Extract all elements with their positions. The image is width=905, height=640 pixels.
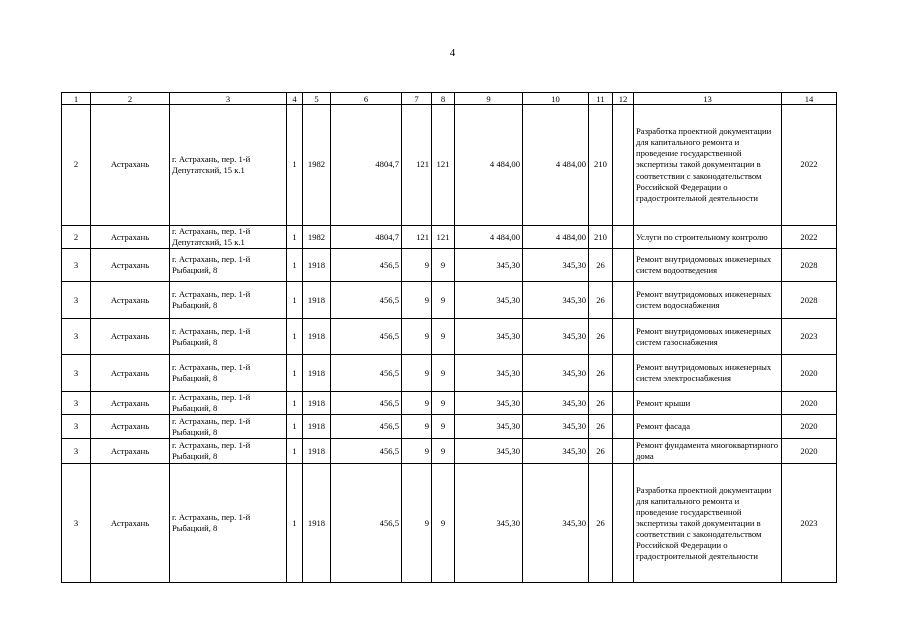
column-header: 5 — [303, 93, 331, 105]
city-cell: Астрахань — [91, 355, 170, 392]
col7-cell: 9 — [402, 249, 432, 282]
col7-cell: 9 — [402, 355, 432, 392]
cost-cell: 345,30 — [455, 439, 523, 464]
plan-year-cell: 2020 — [782, 392, 837, 415]
col7-cell: 9 — [402, 282, 432, 319]
cost-cell: 345,30 — [523, 282, 589, 319]
col8-cell: 9 — [432, 249, 455, 282]
cost-cell: 345,30 — [523, 249, 589, 282]
row-number-cell: 2 — [62, 105, 91, 226]
column-header: 1 — [62, 93, 91, 105]
year-built-cell: 1918 — [303, 392, 331, 415]
table-row — [62, 319, 837, 355]
column-header: 3 — [170, 93, 287, 105]
table-row — [62, 282, 837, 319]
cost-cell: 345,30 — [523, 319, 589, 355]
col8-cell: 9 — [432, 319, 455, 355]
plan-year-cell: 2023 — [782, 319, 837, 355]
column-header: 10 — [523, 93, 589, 105]
col12-cell — [613, 319, 634, 355]
table-row — [62, 392, 837, 415]
table-row — [62, 439, 837, 464]
cost-cell: 4 484,00 — [523, 105, 589, 226]
year-built-cell: 1918 — [303, 355, 331, 392]
col11-cell: 210 — [589, 226, 613, 249]
area-cell: 4804,7 — [331, 105, 402, 226]
table-row — [62, 415, 837, 439]
city-cell: Астрахань — [91, 105, 170, 226]
col11-cell: 26 — [589, 249, 613, 282]
column-header: 9 — [455, 93, 523, 105]
work-type-cell: Ремонт внутридомовых инженерных систем электроснабжения — [634, 355, 782, 392]
column-header: 2 — [91, 93, 170, 105]
year-built-cell: 1918 — [303, 464, 331, 583]
year-built-cell: 1918 — [303, 415, 331, 439]
row-number-cell: 3 — [62, 355, 91, 392]
city-cell: Астрахань — [91, 464, 170, 583]
row-number-cell: 3 — [62, 392, 91, 415]
col7-cell: 9 — [402, 464, 432, 583]
column-header: 13 — [634, 93, 782, 105]
address-cell: г. Астрахань, пер. 1-й Рыбацкий, 8 — [170, 355, 287, 392]
cost-cell: 345,30 — [455, 282, 523, 319]
col12-cell — [613, 282, 634, 319]
table-row — [62, 464, 837, 583]
plan-year-cell: 2022 — [782, 226, 837, 249]
address-cell: г. Астрахань, пер. 1-й Рыбацкий, 8 — [170, 415, 287, 439]
col7-cell: 9 — [402, 415, 432, 439]
plan-year-cell: 2028 — [782, 282, 837, 319]
col12-cell — [613, 105, 634, 226]
column-header: 11 — [589, 93, 613, 105]
city-cell: Астрахань — [91, 319, 170, 355]
cost-cell: 4 484,00 — [455, 226, 523, 249]
page-number: 4 — [449, 47, 456, 59]
area-cell: 456,5 — [331, 249, 402, 282]
plan-year-cell: 2022 — [782, 105, 837, 226]
col11-cell: 26 — [589, 392, 613, 415]
table-row — [62, 226, 837, 249]
col12-cell — [613, 355, 634, 392]
year-built-cell: 1918 — [303, 282, 331, 319]
cost-cell: 345,30 — [455, 415, 523, 439]
row-number-cell: 2 — [62, 226, 91, 249]
col11-cell: 26 — [589, 439, 613, 464]
repair-register-table — [61, 92, 837, 583]
col8-cell: 121 — [432, 105, 455, 226]
col8-cell: 9 — [432, 415, 455, 439]
col4-cell: 1 — [287, 439, 303, 464]
col4-cell: 1 — [287, 249, 303, 282]
row-number-cell: 3 — [62, 319, 91, 355]
col11-cell: 26 — [589, 355, 613, 392]
address-cell: г. Астрахань, пер. 1-й Рыбацкий, 8 — [170, 282, 287, 319]
column-header: 14 — [782, 93, 837, 105]
plan-year-cell: 2020 — [782, 439, 837, 464]
cost-cell: 345,30 — [455, 355, 523, 392]
area-cell: 4804,7 — [331, 226, 402, 249]
row-number-cell: 3 — [62, 439, 91, 464]
col4-cell: 1 — [287, 392, 303, 415]
work-type-cell: Ремонт внутридомовых инженерных систем водоотведения — [634, 249, 782, 282]
col12-cell — [613, 415, 634, 439]
col8-cell: 9 — [432, 355, 455, 392]
col8-cell: 9 — [432, 439, 455, 464]
col7-cell: 121 — [402, 226, 432, 249]
col11-cell: 26 — [589, 319, 613, 355]
cost-cell: 345,30 — [455, 464, 523, 583]
address-cell: г. Астрахань, пер. 1-й Рыбацкий, 8 — [170, 464, 287, 583]
table-row — [62, 105, 837, 226]
row-number-cell: 3 — [62, 415, 91, 439]
work-type-cell: Разработка проектной документации для капитального ремонта и проведение государственной экспертизы такой документации в соответствии с законодательством Российской Федерации о градостроительной деятельности — [634, 105, 782, 226]
address-cell: г. Астрахань, пер. 1-й Депутатский, 15 к.1 — [170, 105, 287, 226]
address-cell: г. Астрахань, пер. 1-й Рыбацкий, 8 — [170, 439, 287, 464]
area-cell: 456,5 — [331, 355, 402, 392]
col11-cell: 26 — [589, 282, 613, 319]
cost-cell: 345,30 — [455, 392, 523, 415]
col12-cell — [613, 439, 634, 464]
col12-cell — [613, 392, 634, 415]
cost-cell: 4 484,00 — [455, 105, 523, 226]
cost-cell: 4 484,00 — [523, 226, 589, 249]
year-built-cell: 1918 — [303, 319, 331, 355]
cost-cell: 345,30 — [523, 355, 589, 392]
year-built-cell: 1982 — [303, 226, 331, 249]
row-number-cell: 3 — [62, 249, 91, 282]
work-type-cell: Разработка проектной документации для капитального ремонта и проведение государственной экспертизы такой документации в соответствии с законодательством Российской Федерации о градостроительной деятельности — [634, 464, 782, 583]
plan-year-cell: 2023 — [782, 464, 837, 583]
col8-cell: 9 — [432, 392, 455, 415]
plan-year-cell: 2020 — [782, 415, 837, 439]
city-cell: Астрахань — [91, 282, 170, 319]
col8-cell: 121 — [432, 226, 455, 249]
work-type-cell: Ремонт фасада — [634, 415, 782, 439]
city-cell: Астрахань — [91, 249, 170, 282]
work-type-cell: Услуги по строительному контролю — [634, 226, 782, 249]
col4-cell: 1 — [287, 282, 303, 319]
col4-cell: 1 — [287, 105, 303, 226]
area-cell: 456,5 — [331, 415, 402, 439]
table-row — [62, 249, 837, 282]
year-built-cell: 1982 — [303, 105, 331, 226]
column-header: 7 — [402, 93, 432, 105]
area-cell: 456,5 — [331, 464, 402, 583]
plan-year-cell: 2020 — [782, 355, 837, 392]
column-header: 6 — [331, 93, 402, 105]
cost-cell: 345,30 — [523, 392, 589, 415]
plan-year-cell: 2028 — [782, 249, 837, 282]
area-cell: 456,5 — [331, 392, 402, 415]
col7-cell: 121 — [402, 105, 432, 226]
column-header: 4 — [287, 93, 303, 105]
col4-cell: 1 — [287, 226, 303, 249]
cost-cell: 345,30 — [523, 439, 589, 464]
address-cell: г. Астрахань, пер. 1-й Депутатский, 15 к.1 — [170, 226, 287, 249]
city-cell: Астрахань — [91, 226, 170, 249]
col4-cell: 1 — [287, 415, 303, 439]
work-type-cell: Ремонт внутридомовых инженерных систем газоснабжения — [634, 319, 782, 355]
col8-cell: 9 — [432, 464, 455, 583]
column-number-row — [62, 93, 837, 105]
table-row — [62, 355, 837, 392]
address-cell: г. Астрахань, пер. 1-й Рыбацкий, 8 — [170, 392, 287, 415]
address-cell: г. Астрахань, пер. 1-й Рыбацкий, 8 — [170, 249, 287, 282]
year-built-cell: 1918 — [303, 439, 331, 464]
year-built-cell: 1918 — [303, 249, 331, 282]
col4-cell: 1 — [287, 464, 303, 583]
col11-cell: 210 — [589, 105, 613, 226]
col12-cell — [613, 226, 634, 249]
cost-cell: 345,30 — [523, 464, 589, 583]
work-type-cell: Ремонт крыши — [634, 392, 782, 415]
col11-cell: 26 — [589, 464, 613, 583]
column-header: 12 — [613, 93, 634, 105]
area-cell: 456,5 — [331, 439, 402, 464]
cost-cell: 345,30 — [455, 319, 523, 355]
area-cell: 456,5 — [331, 282, 402, 319]
col12-cell — [613, 249, 634, 282]
cost-cell: 345,30 — [455, 249, 523, 282]
city-cell: Астрахань — [91, 439, 170, 464]
work-type-cell: Ремонт внутридомовых инженерных систем водоснабжения — [634, 282, 782, 319]
col4-cell: 1 — [287, 355, 303, 392]
col8-cell: 9 — [432, 282, 455, 319]
col7-cell: 9 — [402, 319, 432, 355]
col11-cell: 26 — [589, 415, 613, 439]
col4-cell: 1 — [287, 319, 303, 355]
row-number-cell: 3 — [62, 464, 91, 583]
city-cell: Астрахань — [91, 392, 170, 415]
column-header: 8 — [432, 93, 455, 105]
cost-cell: 345,30 — [523, 415, 589, 439]
col7-cell: 9 — [402, 392, 432, 415]
row-number-cell: 3 — [62, 282, 91, 319]
col12-cell — [613, 464, 634, 583]
area-cell: 456,5 — [331, 319, 402, 355]
col7-cell: 9 — [402, 439, 432, 464]
address-cell: г. Астрахань, пер. 1-й Рыбацкий, 8 — [170, 319, 287, 355]
work-type-cell: Ремонт фундамента многоквартирного дома — [634, 439, 782, 464]
city-cell: Астрахань — [91, 415, 170, 439]
